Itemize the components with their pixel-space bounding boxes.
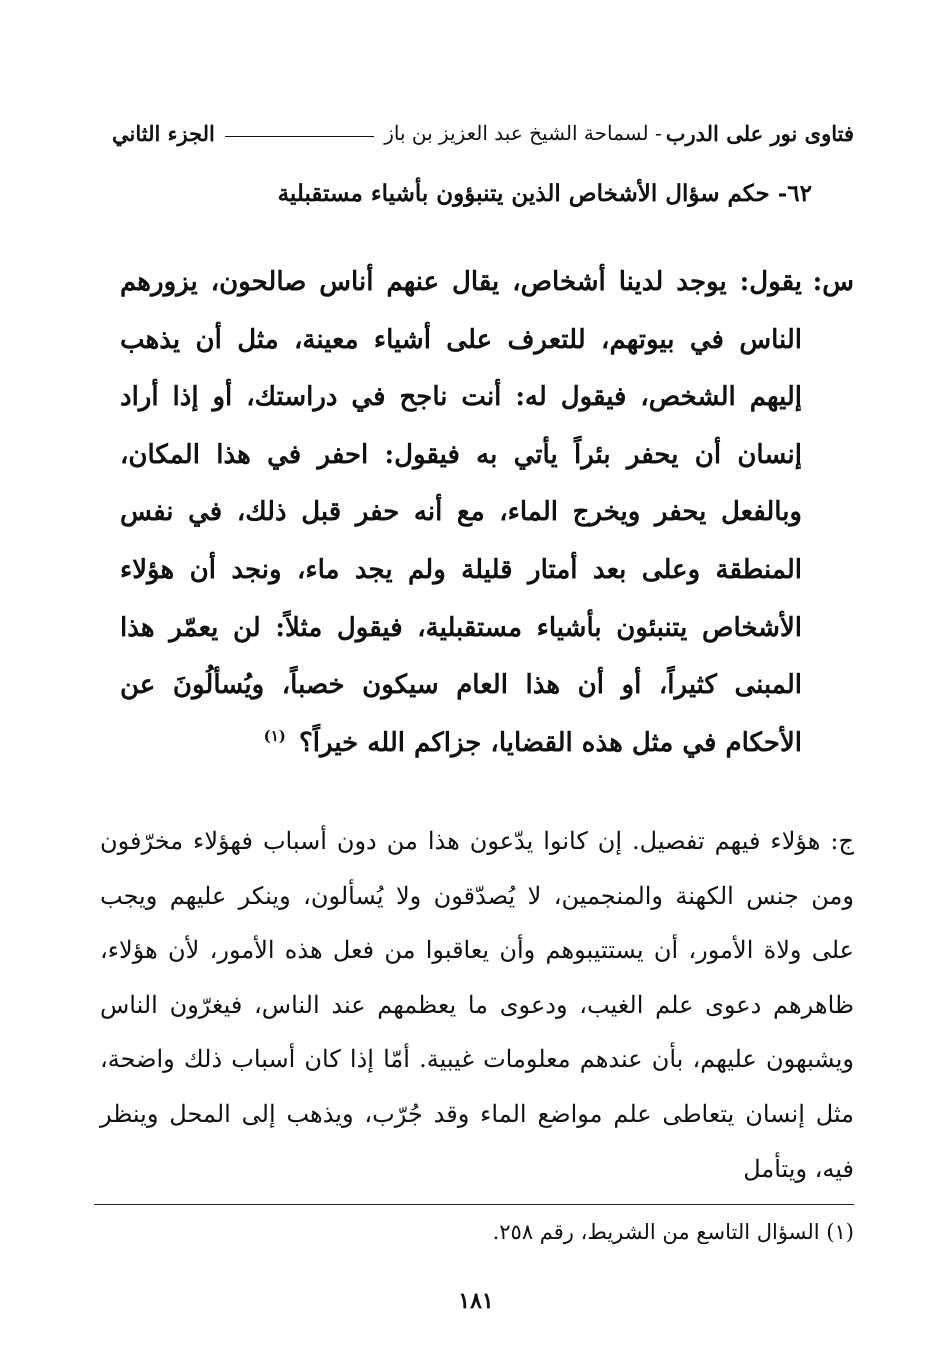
footnote-reference: (١) (263, 727, 286, 746)
question-marker: س: (812, 267, 854, 297)
page-number: ١٨١ (458, 1288, 494, 1314)
question-text: يقول: يوجد لدينا أشخاص، يقال عنهم أناس صالحون، يزورهم الناس في بيوتهم، للتعرف على أشياء معينة، مثل أن يذهب إليهم الشخص، فيقول له: أنت ناجح في دراستك، أو إذا أراد إنسان أن يحفر بئراً يأتي به فيقول: احفر في هذا المكان، وبالفعل يحفر ويخرج الماء، مع أنه حفر قبل ذلك، في نفس المنطقة وعلى بعد أمتار قليلة ولم يجد ماء، ونجد أن هؤلاء الأشخاص يتنبئون بأشياء مستقبلية، فيقول مثلاً: لن يعمّر هذا المبنى كثيراً، أو أن هذا العام سيكون خصباً، ويُسألُونَ عن الأحكام في مثل هذه القضايا، جزاكم الله خيراً؟ (120, 267, 802, 758)
section-title: ٦٢- حكم سؤال الأشخاص الذين يتنبؤون بأشياء مستقبلية (277, 180, 812, 207)
header-rule (225, 136, 374, 137)
question-body (120, 254, 802, 772)
answer-paragraph: ج: هؤلاء فيهم تفصيل. إن كانوا يدّعون هذا من دون أسباب فهؤلاء مخرّفون ومن جنس الكهنة والمنجمين، لا يُصدّقون ولا يُسألون، وينكر عليهم ويجب على ولاة الأمور، أن يستتيبوهم وأن يعاقبوا من فعل هذه الأمور، لأن هؤلاء، ظاهرهم دعوى علم الغيب، ودعوى ما يعظمهم عند الناس، فيغرّون الناس ويشبهون عليهم، بأن عندهم معلومات غيبية. أمّا إذا كان أسباب ذلك واضحة، مثل إنسان يتعاطى علم مواضع الماء وقد جُرّب، ويذهب إلى المحل وينظر فيه، ويتأمل (100, 827, 854, 1183)
question-block (120, 254, 854, 772)
footnote-text: (١) السؤال التاسع من الشريط، رقم ٢٥٨. (492, 1220, 854, 1244)
part-label: الجزء الثاني (112, 120, 215, 146)
author-name: - لسماحة الشيخ عبد العزيز بن باز (384, 121, 662, 145)
book-title: فتاوى نور على الدرب (665, 120, 854, 146)
running-header (112, 116, 854, 150)
footnote-divider (94, 1204, 854, 1205)
